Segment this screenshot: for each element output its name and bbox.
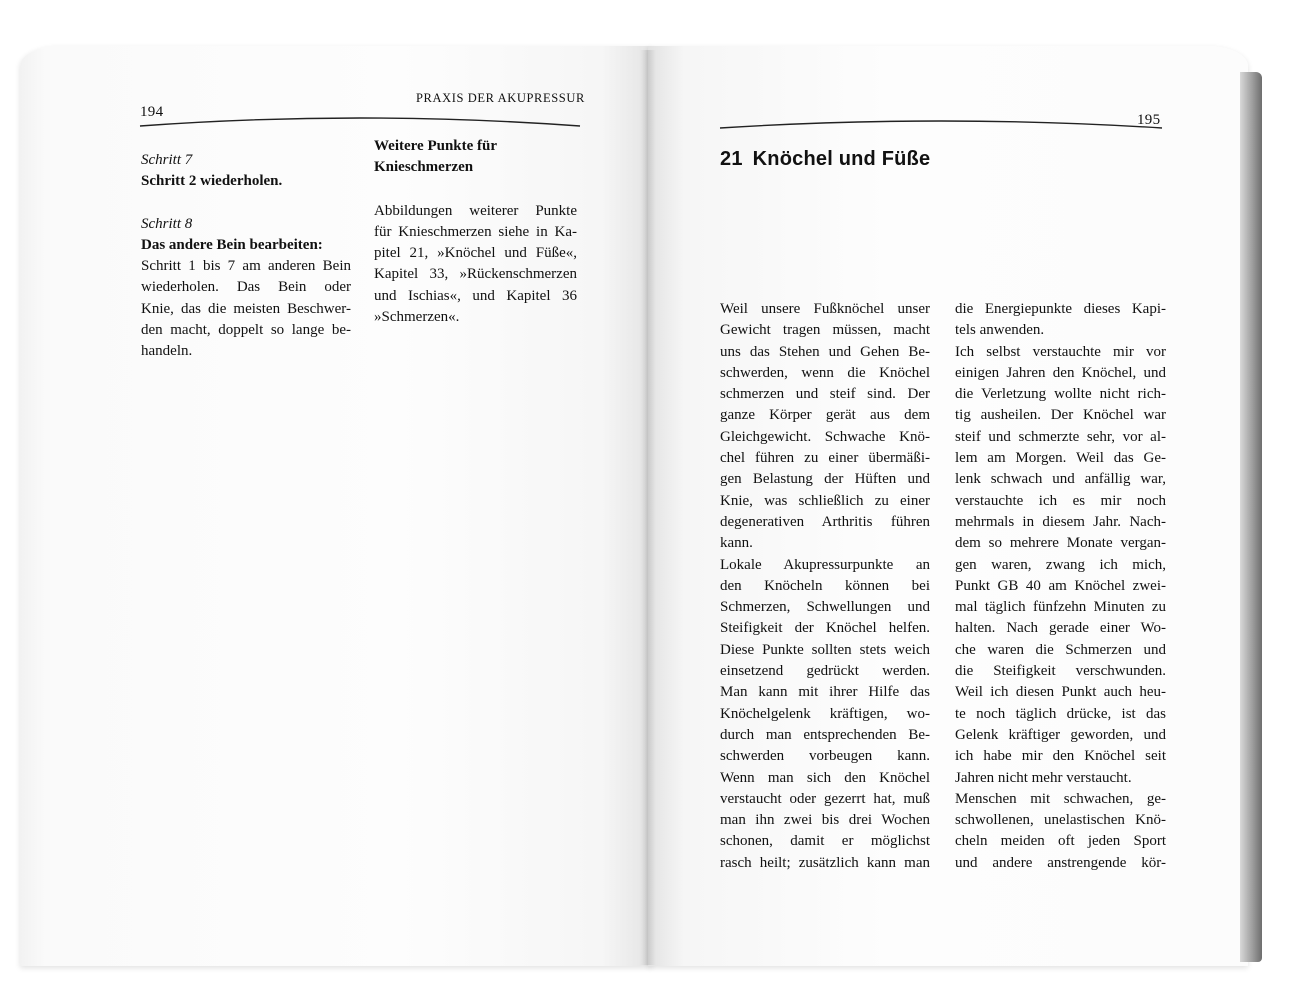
text-line: pitel 21, »Knöchel und Füße«,: [374, 245, 577, 262]
sidebar-title: [374, 136, 577, 179]
text-line: Knieschmerzen: [374, 159, 474, 176]
text-line: und andere anstrengende kör-: [955, 854, 1166, 871]
text-line: Weil unsere Fußknöchel unser: [720, 301, 930, 317]
text-line: verstauchte ich es mir noch: [955, 492, 1166, 509]
text-line: Jahren nicht mehr verstaucht.: [955, 769, 1132, 786]
text-line: Kapitel 33, »Rückenschmerzen: [374, 266, 577, 283]
text-line: te noch täglich drücke, ist das: [955, 705, 1166, 722]
text-line: Knöchelgelenk kräftigen, wo-: [720, 705, 930, 722]
text-line: Schritt 1 bis 7 am anderen Bein: [141, 258, 351, 275]
text-line: schwerden vorbeugen kann.: [720, 748, 930, 765]
text-line: den Knöcheln können bei: [720, 577, 930, 594]
text-line: man ihn zwei bis drei Wochen: [720, 812, 930, 829]
text-line: gen Belastung der Hüften und: [720, 471, 930, 488]
text-line: Abbildungen weiterer Punkte: [374, 202, 577, 219]
text-line: schonen, damit er möglichst: [720, 833, 930, 850]
text-line: cheln meiden oft jeden Sport: [955, 833, 1166, 850]
text-line: die Energiepunkte dieses Kapi-: [955, 301, 1166, 317]
text-line: Punkt GB 40 am Knöchel zwei-: [955, 577, 1166, 594]
step8-title: Das andere Bein bearbeiten:: [141, 236, 323, 253]
chapter-number: 21: [720, 148, 743, 170]
text-line: Menschen mit schwachen, ge-: [955, 790, 1166, 807]
text-line: den macht, doppelt so lange be-: [141, 322, 351, 339]
text-line: einsetzend gedrückt werden.: [720, 663, 930, 680]
book-gutter: [640, 50, 656, 965]
text-line: schmerzen und steif sind. Der: [720, 386, 930, 403]
text-line: durch man entsprechenden Be-: [720, 726, 930, 743]
chapter-heading: [720, 148, 930, 171]
text-line: Diese Punkte sollten stets weich: [720, 641, 930, 658]
left-page-number: 194: [140, 104, 164, 120]
text-line: uns das Stehen und Gehen Be-: [720, 343, 930, 360]
text-line: einigen Jahren den Knöchel, und: [955, 364, 1166, 381]
text-line: rasch heilt; zusätzlich kann man: [720, 854, 930, 871]
text-line: ich habe mir den Knöchel seit: [955, 748, 1166, 765]
left-column-steps: [141, 150, 351, 363]
text-line: gen waren, zwang ich mich,: [955, 556, 1166, 573]
text-line: handeln.: [141, 343, 193, 360]
text-line: Ich selbst verstauchte mir vor: [955, 343, 1166, 360]
text-line: Knie, was schließlich zu einer: [720, 492, 930, 509]
text-line: Lokale Akupressurpunkte an: [720, 556, 930, 573]
text-line: mal täglich fünfzehn Minuten zu: [955, 599, 1166, 616]
right-column-2: [955, 299, 1166, 874]
right-header-rule: [720, 116, 1162, 132]
chapter-title: Knöchel und Füße: [752, 148, 931, 170]
text-line: Man kann mit ihrer Hilfe das: [720, 684, 930, 701]
step8-body: [141, 256, 351, 362]
text-line: ganze Körper gerät aus dem: [720, 407, 930, 424]
right-page-number: 195: [1137, 112, 1161, 128]
text-line: Wenn man sich den Knöchel: [720, 769, 930, 786]
right-column-1: [720, 299, 930, 874]
step8-label: Schritt 8: [141, 215, 193, 232]
text-line: schwerden, wenn die Knöchel: [720, 364, 930, 381]
text-line: Weitere Punkte für: [374, 138, 498, 154]
text-line: lenk schwach und anfällig war,: [955, 471, 1166, 488]
text-line: für Knieschmerzen siehe in Ka-: [374, 223, 577, 240]
text-line: che waren die Schmerzen und: [955, 641, 1166, 658]
text-line: tels anwenden.: [955, 322, 1045, 339]
text-line: chel führen zu einer übermäßi-: [720, 450, 930, 467]
text-line: mehrmals in diesem Jahr. Nach-: [955, 513, 1166, 530]
left-header-rule: [140, 114, 580, 130]
text-line: Gelenk kräftiger geworden, und: [955, 726, 1166, 743]
text-line: Schmerzen, Schwellungen und: [720, 599, 930, 616]
text-line: wiederholen. Das Bein oder: [141, 279, 351, 296]
text-line: verstaucht oder gezerrt hat, muß: [720, 790, 930, 807]
text-line: halten. Nach gerade einer Wo-: [955, 620, 1166, 637]
text-line: die Verletzung wollte nicht rich-: [955, 386, 1166, 403]
text-line: tig ausheilen. Der Knöchel war: [955, 407, 1166, 424]
text-line: »Schmerzen«.: [374, 309, 460, 326]
text-line: lem am Morgen. Weil das Ge-: [955, 450, 1166, 467]
text-line: dem so mehrere Monate vergan-: [955, 535, 1166, 552]
text-line: die Steifigkeit verschwunden.: [955, 663, 1166, 680]
step7-label: Schritt 7: [141, 152, 193, 168]
text-line: und Ischias«, und Kapitel 36: [374, 287, 577, 304]
text-line: degenerativen Arthritis führen: [720, 513, 930, 530]
page-stack-edge: [1240, 72, 1262, 962]
running-head: PRAXIS DER AKUPRESSUR: [416, 91, 585, 105]
text-line: Gewicht tragen müssen, macht: [720, 322, 930, 339]
step7-title: Schritt 2 wiederholen.: [141, 173, 283, 190]
text-line: steif und schmerzte sehr, vor al-: [955, 428, 1166, 445]
text-line: Gleichgewicht. Schwache Knö-: [720, 428, 930, 445]
text-line: Knie, das die meisten Beschwer-: [141, 300, 351, 317]
text-line: schwollenen, unelastischen Knö-: [955, 812, 1166, 829]
left-column-sidebar: [374, 136, 577, 328]
sidebar-body: [374, 201, 577, 329]
text-line: Steifigkeit der Knöchel helfen.: [720, 620, 930, 637]
text-line: Weil ich diesen Punkt auch heu-: [955, 684, 1166, 701]
text-line: kann.: [720, 535, 753, 552]
